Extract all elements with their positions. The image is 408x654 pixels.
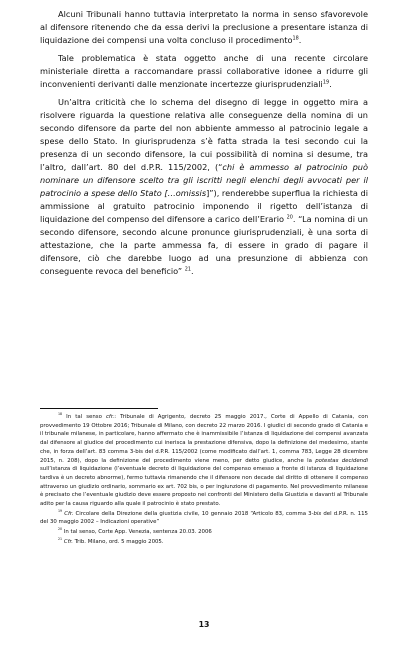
paragraph-1-tail: . [298, 35, 302, 45]
footnote-19-number: 19 [58, 508, 63, 513]
paragraph-3-text-e: . [190, 266, 194, 276]
footnote-19-text-a: Circolare della Direzione della giustizia civile, 10 gennaio 2018 “Articolo 83, comma 3- [73, 510, 314, 517]
page-number: 13 [198, 620, 210, 629]
footnote-separator [40, 408, 158, 409]
footnote-21-text: Trib. Milano, ord. 5 maggio 2005. [72, 538, 164, 545]
paragraph-1 [40, 8, 368, 47]
paragraph-3-text-b: [ [161, 188, 168, 198]
footnote-19-bis: bis [313, 510, 322, 517]
footnote-18-number: 18 [58, 412, 63, 417]
footnote-ref-19[interactable]: 19 [322, 79, 330, 86]
footnote-19-text-b: del d.P.R. n. 115 del 30 maggio 2002 – Indicazioni operative” [40, 510, 368, 526]
paragraph-3-text-a: Un’altra criticità che lo schema del disegno di legge in oggetto mira a risolvere riguarda la questione relativa alle conseguenze della nomina di un secondo difensore da parte del non abbiente ammesso al patrocinio legale a spese dello Stato. In giurisprudenza s’è fatta strada la tesi secondo cui la presenza di un secondo difensore, la cui possibilità di nomina si desume, tra l’altro, dall’art. 80 del d.P.R. 115/2002, (“ [40, 97, 368, 172]
footnote-21 [40, 538, 368, 547]
omissis-text: …omissis [167, 188, 207, 198]
article-80-quote: chi è ammesso al patrocinio può nominare un difensore scelto tra gli iscritti negli elenchi degli avvocati per il patrocinio a spese dello Stato [40, 162, 368, 198]
footnote-ref-21[interactable]: 21 [184, 266, 191, 273]
footnotes [40, 413, 368, 548]
footnote-18-text-b: : Tribunale di Agrigento, decreto 25 maggio 2017., Corte di Appello di Catania, con provvedimento 19 Ottobre 2016; Tribunale di Milano, con decreto 22 marzo 2016. I giudici di secondo grado di Catania e il tribunale milanese, in particolare, hanno affermato che è inammissibile l’istanza di liquidazione dei compensi avanzata dal difensore al giudice del procedimento cui inerisca la prestazione difensiva, dopo la definizione del medesimo, stante che, in forza dell’art. 83 comma 3-bis del d.P.R. 115/2002 (come modificato dall’art. 1, comma 783, Legge 28 dicembre 2015, n. 208), dopo la definizione del procedimento viene meno, per detto giudice, anche la [40, 414, 368, 464]
paragraph-3 [40, 96, 368, 278]
paragraph-1-text: Alcuni Tribunali hanno tuttavia interpretato la norma in senso sfavorevole al difensore ritenendo che da essa derivi la preclusione a presentare istanza di liquidazione dei compensi una volta concluso il procedimento [40, 9, 368, 45]
footnote-18 [40, 413, 368, 509]
footnote-19-cfr: Cfr. [64, 510, 74, 517]
paragraph-2-tail: . [329, 79, 332, 89]
footnote-19 [40, 510, 368, 527]
body-text [40, 8, 368, 283]
footnote-ref-20[interactable]: 20 [286, 214, 293, 221]
footnote-18-text-a: In tal senso [62, 414, 106, 420]
footnote-ref-18[interactable]: 18 [292, 35, 299, 42]
paragraph-3-text-c: ]”), renderebbe superflua la richiesta di ammissione al gratuito patrocinio imponendo il rigetto dell’istanza di liquidazione del compenso del difensore a carico dell’Erario [40, 188, 368, 224]
footnote-18-cfr: cfr. [105, 414, 115, 420]
footnote-20-number: 20 [58, 527, 63, 532]
footnote-20-text: In tal senso, Corte App. Venezia, sentenza 20.03. 2006 [62, 529, 212, 536]
footnote-20 [40, 528, 368, 537]
paragraph-3-text-d: . “La nomina di un secondo difensore, secondo alcune pronunce giurisprudenziali, è una sorta di attestazione, che la parte ammessa fa, di essere in grado di pagare il difensore, ciò che darebbe luogo ad una presunzione di abbienza con conseguente revoca del beneficio” [40, 214, 368, 276]
paragraph-2 [40, 52, 368, 91]
footnote-18-text-c: sull’istanza di liquidazione (l’eventuale decreto di liquidazione del compenso emesso a fronte di istanza di liquidazione tardiva è un decreto abnorme), fermo tuttavia rimanendo che il difensore non decade dal diritto di ottenere il compenso attraverso un giudizio ordinario, sommario ex art. 702 bis, o per ingiunzione di pagamento. Nel provvedimento milanese è precisato che l’eventuale giudizio deve essere proposto nei confronti del Ministero della Giustizia e davanti al Tribunale adito per la causa riguardo alla quale il patrocinio è stato prestato. [40, 466, 368, 508]
footnote-21-number: 21 [58, 537, 63, 542]
potestas-decidendi-text: potestas decidendi [315, 457, 368, 464]
footnote-21-cfr: Cfr. [63, 538, 73, 545]
paragraph-2-text: Tale problematica è stata oggetto anche di una recente circolare ministeriale diretta a raccomandare prassi collaborative idonee a ridurre gli inconvenienti derivanti dalle menzionate incertezze giurisprudenziali [40, 53, 368, 89]
